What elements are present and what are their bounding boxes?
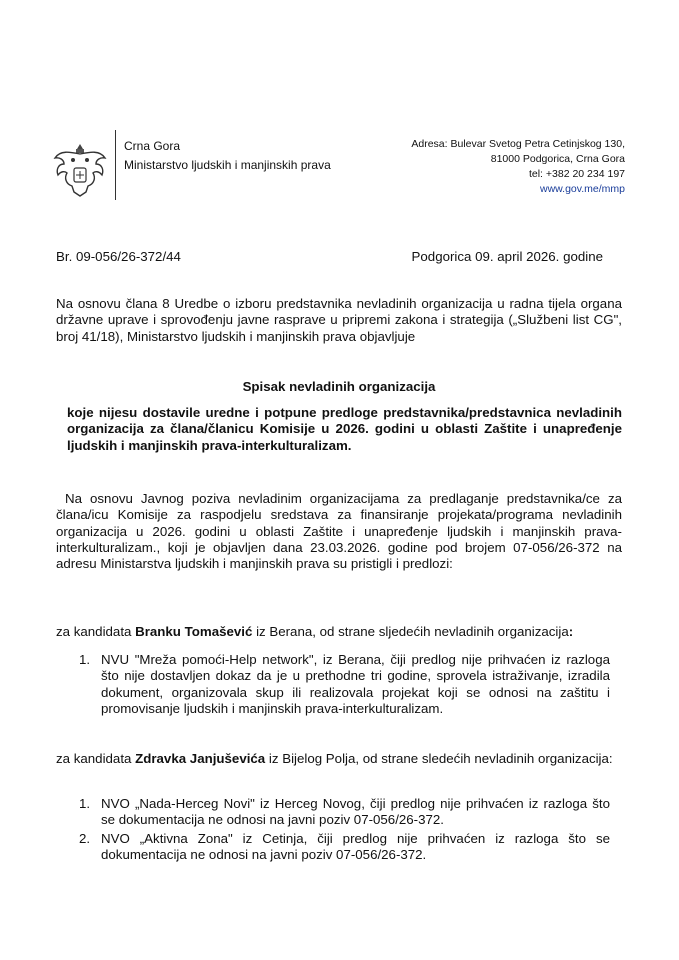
document-date: Podgorica 09. april 2026. godine (411, 249, 603, 264)
candidate-prefix: za kandidata (56, 624, 136, 639)
body-text: Na osnovu Javnog poziva nevladinim organizacijama za predlaganje predstavnika/ce za člana/icu Komisije za raspodjelu sredstava za finansiranje projekata/programa nevladinih organizacija u 2026. godini u oblasti Zaštite i unapređenje ljudskih i manjinskih prava-interkulturalizam., koji je objavljen dana 23.03.2026. godine pod brojem 07-056/26-372 na adresu Ministarstva ljudskih i manjinskih prava su pristigli i predlozi: (56, 491, 622, 572)
coat-of-arms-icon (52, 140, 108, 200)
candidate-end: : (568, 624, 574, 639)
contact-block (411, 137, 625, 197)
reference-number: Br. 09-056/26-372/44 (56, 249, 181, 264)
list-item (79, 831, 610, 864)
candidate-suffix: iz Bijelog Polja, od strane sledećih nevladinih organizacija: (265, 751, 613, 766)
item-text: NVU "Mreža pomoći-Help network", iz Berana, čiji predlog nije prihvaćen iz razloga što nije dostavljen dokaz da je u prethodne tri godine, sprovela istraživanje, izradila dokument, organizovala skup ili realizovala projekat koji se odnosi na zaštitu i promovisanje ljudskih i manjinskih prava-interkulturalizam. (101, 652, 610, 716)
candidate-2-heading (56, 751, 622, 767)
list-item (79, 652, 610, 717)
phone: tel: +382 20 234 197 (528, 168, 625, 180)
address-line-1: Adresa: Bulevar Svetog Petra Cetinjskog 130, (411, 138, 625, 150)
candidate-1-list (79, 652, 610, 719)
list-item (79, 796, 610, 829)
candidate-name: Zdravka Janjuševića (135, 751, 266, 766)
candidate-2-list (79, 796, 610, 865)
website-link[interactable]: www.gov.me/mmp (540, 183, 625, 195)
item-text: NVO „Nada-Herceg Novi" iz Herceg Novog, čiji predlog nije prihvaćen iz razloga što se dokumentacija ne odnosi na javni poziv 07-056/26-372. (101, 796, 610, 828)
candidate-suffix: iz Berana, od strane sljedećih nevladinih organizacija (252, 624, 569, 639)
country-name: Crna Gora (124, 139, 181, 153)
ministry-name: Ministarstvo ljudskih i manjinskih prava (124, 158, 331, 172)
item-number: 1. (79, 796, 91, 811)
item-text: NVO „Aktivna Zona" iz Cetinja, čiji predlog nije prihvaćen iz razloga što se dokumentacija ne odnosi na javni poziv 07-056/26-372. (101, 830, 610, 862)
document-title: Spisak nevladinih organizacija (242, 379, 436, 394)
candidate-prefix: za kandidata (56, 751, 136, 766)
item-number: 1. (79, 652, 91, 667)
intro-paragraph: Na osnovu člana 8 Uredbe o izboru predstavnika nevladinih organizacija u radna tijela organa državne uprave i sprovođenju javne rasprave u pripremi zakona i strategija („Službeni list CG", broj 41/18), Ministarstvo ljudskih i manjinskih prava objavljuje (56, 296, 622, 344)
address-line-2: 81000 Podgorica, Crna Gora (490, 153, 625, 165)
candidate-name: Branku Tomašević (135, 624, 253, 639)
candidate-1-heading (56, 624, 622, 640)
document-subtitle: koje nijesu dostavile uredne i potpune predloge predstavnika/predstavnica nevladinih organizacija za člana/članicu Komisije u 2026. godini u oblasti Zaštite i unapređenje ljudskih i manjinskih prava-interkulturalizam. (67, 405, 622, 453)
body-paragraph (56, 491, 622, 572)
header-divider (115, 130, 116, 200)
item-number: 2. (79, 830, 91, 846)
